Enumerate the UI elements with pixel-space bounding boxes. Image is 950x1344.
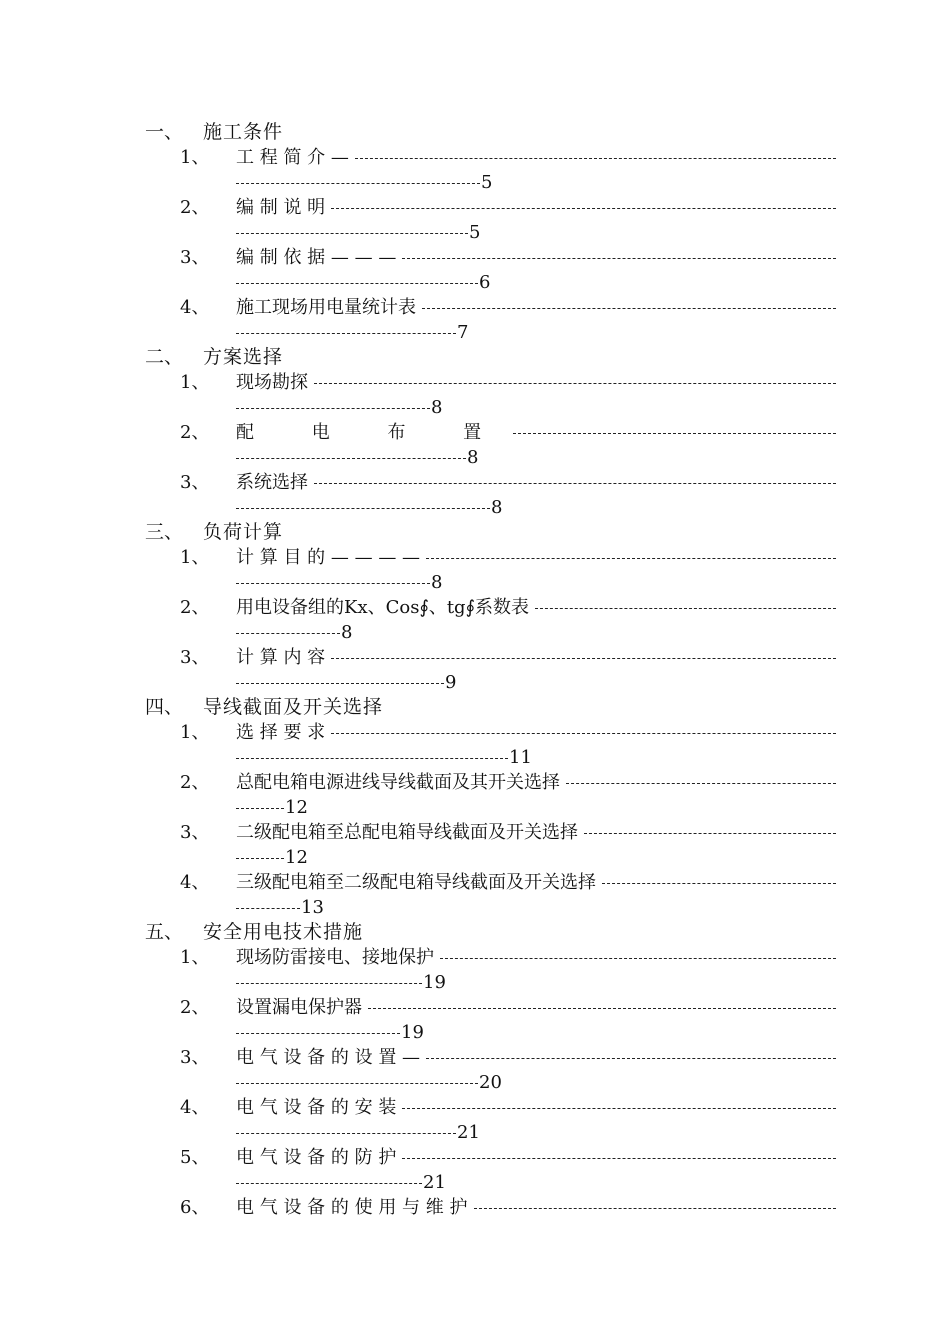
entry-number: 4、 bbox=[180, 1097, 210, 1118]
entry-title: 三级配电箱至二级配电箱导线截面及开关选择 bbox=[236, 872, 596, 893]
dot-leader bbox=[236, 683, 444, 684]
toc-entry[interactable] bbox=[0, 1095, 950, 1145]
entry-title: 电 气 设 备 的 使 用 与 维 护 bbox=[236, 1197, 468, 1218]
entry-page-number: 19 bbox=[423, 972, 446, 993]
entry-title: 设置漏电保护器 bbox=[236, 997, 362, 1018]
dot-leader bbox=[236, 1183, 422, 1184]
toc-entry[interactable] bbox=[0, 1195, 950, 1245]
entry-number: 6、 bbox=[180, 1197, 210, 1218]
dot-leader bbox=[236, 633, 340, 634]
toc-entry[interactable] bbox=[0, 945, 950, 995]
entry-page-number: 7 bbox=[457, 322, 469, 343]
dot-leader bbox=[314, 383, 836, 384]
entry-title: 用电设备组的Kx、Cos∮、tg∮系数表 bbox=[236, 597, 529, 618]
toc-entry[interactable] bbox=[0, 420, 950, 470]
entry-number: 1、 bbox=[180, 722, 210, 743]
toc-entry[interactable] bbox=[0, 195, 950, 245]
toc-entry[interactable] bbox=[0, 545, 950, 595]
entry-page-number: 21 bbox=[423, 1172, 446, 1193]
entry-page-number: 5 bbox=[469, 222, 481, 243]
toc-entry[interactable] bbox=[0, 995, 950, 1045]
entry-title: 现场勘探 bbox=[236, 372, 308, 393]
entry-page-number: 13 bbox=[301, 897, 324, 918]
chapter-title: 施工条件 bbox=[203, 121, 284, 143]
entry-number: 2、 bbox=[180, 772, 210, 793]
entry-number: 3、 bbox=[180, 1047, 210, 1068]
toc-entry[interactable] bbox=[0, 820, 950, 870]
dot-leader bbox=[331, 208, 836, 209]
dot-leader bbox=[355, 158, 836, 159]
dot-leader bbox=[331, 733, 836, 734]
dot-leader bbox=[236, 283, 478, 284]
entry-title: 配 电 布 置 bbox=[236, 422, 508, 443]
dot-leader bbox=[513, 433, 836, 434]
entry-number: 2、 bbox=[180, 197, 210, 218]
toc-entry[interactable] bbox=[0, 145, 950, 195]
toc-entry[interactable] bbox=[0, 645, 950, 695]
toc-entry[interactable] bbox=[0, 770, 950, 820]
dot-leader bbox=[426, 558, 836, 559]
entry-title: 编 制 依 据 — — — bbox=[236, 247, 397, 268]
entry-title: 选 择 要 求 bbox=[236, 722, 326, 743]
entry-number: 3、 bbox=[180, 647, 210, 668]
entry-page-number: 8 bbox=[431, 572, 443, 593]
toc-entry[interactable] bbox=[0, 870, 950, 920]
dot-leader bbox=[584, 833, 836, 834]
toc-entry[interactable] bbox=[0, 1145, 950, 1195]
chapter-number: 一、 bbox=[145, 121, 184, 143]
toc-chapter-1 bbox=[0, 120, 950, 145]
dot-leader bbox=[236, 408, 430, 409]
dot-leader bbox=[236, 808, 284, 809]
dot-leader bbox=[368, 1008, 836, 1009]
entry-page-number: 11 bbox=[509, 747, 532, 768]
dot-leader bbox=[566, 783, 836, 784]
entry-page-number: 8 bbox=[467, 447, 479, 468]
dot-leader bbox=[236, 233, 468, 234]
entry-title: 电 气 设 备 的 防 护 bbox=[236, 1147, 397, 1168]
chapter-title: 导线截面及开关选择 bbox=[203, 696, 384, 718]
entry-number: 5、 bbox=[180, 1147, 210, 1168]
entry-title: 工 程 简 介 — bbox=[236, 147, 349, 168]
entry-number: 3、 bbox=[180, 822, 210, 843]
entry-title: 计 算 目 的 — — — — bbox=[236, 547, 421, 568]
toc-chapter-5 bbox=[0, 920, 950, 945]
entry-page-number: 8 bbox=[491, 497, 503, 518]
entry-number: 2、 bbox=[180, 597, 210, 618]
dot-leader bbox=[426, 1058, 836, 1059]
dot-leader bbox=[236, 758, 508, 759]
dot-leader bbox=[402, 258, 836, 259]
toc-chapter-4 bbox=[0, 695, 950, 720]
toc-entry[interactable] bbox=[0, 370, 950, 420]
dot-leader bbox=[402, 1108, 836, 1109]
entry-page-number: 12 bbox=[285, 847, 308, 868]
dot-leader bbox=[236, 583, 430, 584]
chapter-title: 安全用电技术措施 bbox=[203, 921, 364, 943]
toc-chapter-2 bbox=[0, 345, 950, 370]
dot-leader bbox=[236, 1033, 400, 1034]
toc-chapter-3 bbox=[0, 520, 950, 545]
table-of-contents bbox=[0, 120, 950, 1245]
dot-leader bbox=[331, 658, 836, 659]
entry-page-number: 8 bbox=[431, 397, 443, 418]
entry-title: 电 气 设 备 的 安 装 bbox=[236, 1097, 397, 1118]
entry-number: 1、 bbox=[180, 547, 210, 568]
toc-entry[interactable] bbox=[0, 295, 950, 345]
entry-number: 2、 bbox=[180, 997, 210, 1018]
dot-leader bbox=[602, 883, 836, 884]
entry-title: 现场防雷接电、接地保护 bbox=[236, 947, 434, 968]
entry-page-number: 9 bbox=[445, 672, 457, 693]
dot-leader bbox=[474, 1208, 837, 1209]
entry-number: 2、 bbox=[180, 422, 210, 443]
entry-title: 编 制 说 明 bbox=[236, 197, 326, 218]
dot-leader bbox=[236, 908, 300, 909]
entry-title: 电 气 设 备 的 设 置 — bbox=[236, 1047, 421, 1068]
entry-page-number: 21 bbox=[457, 1122, 480, 1143]
dot-leader bbox=[236, 508, 490, 509]
dot-leader bbox=[535, 608, 836, 609]
entry-number: 3、 bbox=[180, 247, 210, 268]
entry-page-number: 6 bbox=[479, 272, 491, 293]
dot-leader bbox=[236, 983, 422, 984]
dot-leader bbox=[236, 858, 284, 859]
toc-entry[interactable] bbox=[0, 470, 950, 520]
dot-leader bbox=[236, 1083, 478, 1084]
entry-title: 系统选择 bbox=[236, 472, 308, 493]
toc-entry[interactable] bbox=[0, 595, 950, 645]
entry-page-number: 5 bbox=[481, 172, 493, 193]
entry-title: 计 算 内 容 bbox=[236, 647, 326, 668]
chapter-number: 三、 bbox=[145, 521, 184, 543]
toc-entry[interactable] bbox=[0, 245, 950, 295]
dot-leader bbox=[440, 958, 836, 959]
entry-number: 1、 bbox=[180, 372, 210, 393]
entry-page-number: 19 bbox=[401, 1022, 424, 1043]
entry-page-number: 20 bbox=[479, 1072, 502, 1093]
dot-leader bbox=[402, 1158, 836, 1159]
entry-page-number: 12 bbox=[285, 797, 308, 818]
chapter-number: 二、 bbox=[145, 346, 184, 368]
dot-leader bbox=[422, 308, 836, 309]
chapter-title: 负荷计算 bbox=[203, 521, 284, 543]
chapter-number: 四、 bbox=[145, 696, 184, 718]
entry-number: 4、 bbox=[180, 872, 210, 893]
entry-page-number: 8 bbox=[341, 622, 353, 643]
entry-number: 3、 bbox=[180, 472, 210, 493]
chapter-title: 方案选择 bbox=[203, 346, 284, 368]
dot-leader bbox=[236, 183, 480, 184]
entry-title: 二级配电箱至总配电箱导线截面及开关选择 bbox=[236, 822, 578, 843]
entry-number: 1、 bbox=[180, 947, 210, 968]
dot-leader bbox=[236, 333, 456, 334]
dot-leader bbox=[236, 458, 466, 459]
entry-number: 1、 bbox=[180, 147, 210, 168]
dot-leader bbox=[236, 1133, 456, 1134]
entry-number: 4、 bbox=[180, 297, 210, 318]
entry-title: 施工现场用电量统计表 bbox=[236, 297, 416, 318]
toc-entry[interactable] bbox=[0, 1045, 950, 1095]
dot-leader bbox=[314, 483, 836, 484]
chapter-number: 五、 bbox=[145, 921, 184, 943]
toc-entry[interactable] bbox=[0, 720, 950, 770]
entry-title: 总配电箱电源进线导线截面及其开关选择 bbox=[236, 772, 560, 793]
